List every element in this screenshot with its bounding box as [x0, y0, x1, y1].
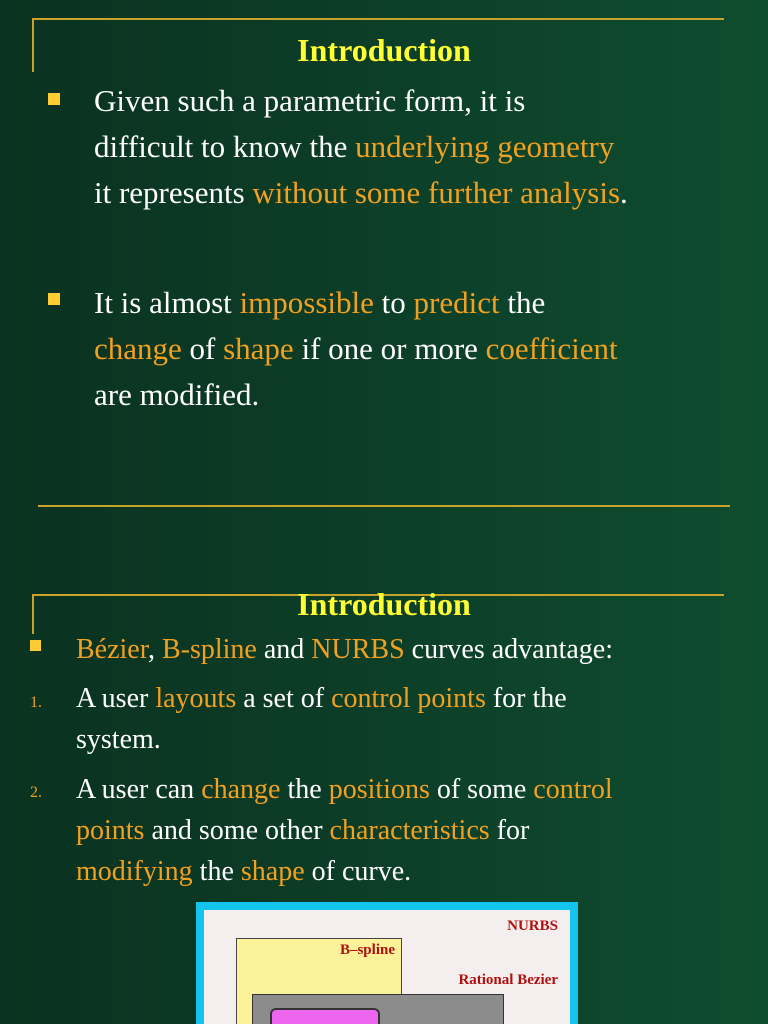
- highlight-text: without some further analysis: [252, 175, 621, 210]
- highlight-text: control: [533, 774, 613, 805]
- highlight-text: coefficient: [485, 331, 618, 366]
- curve-hierarchy-diagram: [196, 902, 578, 1024]
- bottom-rule: [38, 505, 730, 507]
- list-item-2: [76, 769, 613, 892]
- text: and some other: [144, 815, 330, 846]
- highlight-text: positions: [328, 774, 430, 805]
- text: it represents: [94, 175, 253, 210]
- bspline-label: B–spline: [339, 942, 395, 958]
- slide-2: [0, 512, 768, 1024]
- list-item-1: [76, 678, 567, 760]
- highlight-text: NURBS: [311, 634, 405, 665]
- bullet-square-icon: [48, 93, 60, 105]
- top-rule: [32, 18, 724, 20]
- text: if one or more: [293, 331, 486, 366]
- highlight-text: shape: [223, 331, 294, 366]
- text: of some: [429, 774, 534, 805]
- highlight-text: underlying geometry: [355, 129, 615, 164]
- text: the: [280, 774, 329, 805]
- highlight-text: predict: [413, 285, 500, 320]
- text: are modified.: [94, 377, 260, 412]
- text: and: [256, 634, 312, 665]
- list-number: 1.: [30, 694, 42, 711]
- text: of curve.: [304, 856, 412, 887]
- text: system.: [76, 724, 161, 755]
- highlight-text: impossible: [239, 285, 374, 320]
- bullet-square-icon: [48, 293, 60, 305]
- bullet-paragraph-1: [94, 78, 628, 216]
- text: for: [489, 815, 530, 846]
- bullet-paragraph: [76, 629, 613, 670]
- text: .: [620, 175, 628, 210]
- highlight-text: Bézier: [76, 634, 148, 665]
- highlight-text: points: [76, 815, 145, 846]
- slide-title: Introduction: [297, 586, 471, 622]
- text: A user can: [76, 774, 202, 805]
- text: for the: [485, 683, 567, 714]
- text: curves advantage:: [404, 634, 614, 665]
- highlight-text: layouts: [155, 683, 237, 714]
- text: A user: [76, 683, 156, 714]
- highlight-text: change: [94, 331, 182, 366]
- list-number: 2.: [30, 784, 42, 801]
- highlight-text: characteristics: [329, 815, 490, 846]
- bezier-box: [270, 1008, 380, 1024]
- highlight-text: B-spline: [161, 634, 257, 665]
- nurbs-box: [204, 910, 570, 1024]
- text: difficult to know the: [94, 129, 356, 164]
- highlight-text: change: [201, 774, 281, 805]
- text: of: [181, 331, 224, 366]
- highlight-text: control points: [331, 683, 486, 714]
- text: the: [499, 285, 546, 320]
- highlight-text: modifying: [76, 856, 193, 887]
- text: to: [373, 285, 414, 320]
- text: ,: [147, 634, 162, 665]
- text: It is almost: [94, 285, 240, 320]
- highlight-text: shape: [240, 856, 305, 887]
- bullet-square-icon: [30, 640, 41, 651]
- text: Given such a parametric form, it is: [94, 83, 526, 118]
- text: the: [192, 856, 241, 887]
- slide-title: Introduction: [297, 32, 471, 68]
- text: a set of: [236, 683, 332, 714]
- nurbs-label: NURBS: [507, 918, 558, 934]
- rational-bezier-label: Rational Bezier: [458, 972, 558, 988]
- bullet-paragraph-2: [94, 280, 618, 418]
